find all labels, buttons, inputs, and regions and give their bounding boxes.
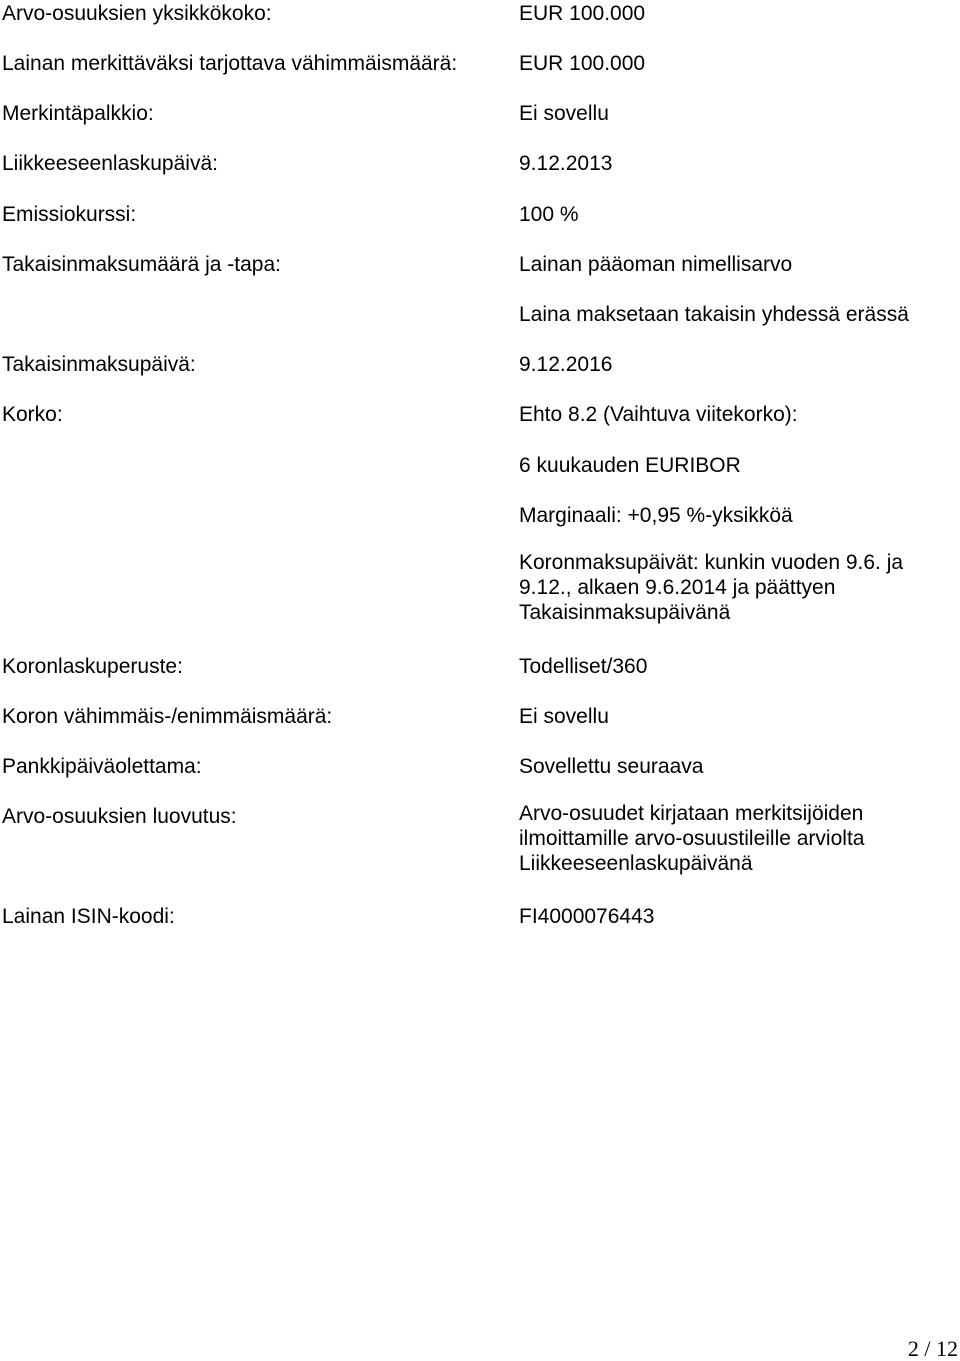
label-business-day-convention: Pankkipäiväolettama: bbox=[2, 755, 202, 778]
value-redemption-date: 9.12.2016 bbox=[519, 353, 613, 376]
label-redemption-amount: Takaisinmaksumäärä ja -tapa: bbox=[2, 253, 281, 276]
page-number: 2 / 12 bbox=[907, 1336, 958, 1361]
value-interest-margin: Marginaali: +0,95 %-yksikköä bbox=[519, 504, 793, 527]
value-interest-reference-rate: 6 kuukauden EURIBOR bbox=[519, 454, 741, 477]
label-issue-date: Liikkeeseenlaskupäivä: bbox=[2, 152, 218, 175]
value-redemption-amount: Lainan pääoman nimellisarvo bbox=[519, 253, 793, 276]
delivery-line: Arvo-osuudet kirjataan merkitsijöiden bbox=[519, 802, 864, 825]
label-interest-min-max: Koron vähimmäis-/enimmäismäärä: bbox=[2, 705, 333, 728]
label-day-count: Koronlaskuperuste: bbox=[2, 655, 183, 678]
label-minimum-subscription: Lainan merkittäväksi tarjottava vähimmäismäärä: bbox=[2, 52, 458, 75]
label-unit-size: Arvo-osuuksien yksikkökoko: bbox=[2, 2, 272, 25]
interest-payment-dates-line: Takaisinmaksupäivänä bbox=[519, 601, 731, 624]
value-day-count: Todelliset/360 bbox=[519, 655, 648, 678]
value-issue-price: 100 % bbox=[519, 203, 579, 226]
value-business-day-convention: Sovellettu seuraava bbox=[519, 755, 704, 778]
value-redemption-method: Laina maksetaan takaisin yhdessä erässä bbox=[519, 303, 909, 326]
value-interest-condition: Ehto 8.2 (Vaihtuva viitekorko): bbox=[519, 403, 798, 426]
value-delivery bbox=[519, 801, 864, 876]
label-subscription-fee: Merkintäpalkkio: bbox=[2, 102, 154, 125]
value-minimum-subscription: EUR 100.000 bbox=[519, 52, 646, 75]
interest-payment-dates-line: Koronmaksupäivät: kunkin vuoden 9.6. ja bbox=[519, 551, 904, 574]
label-issue-price: Emissiokurssi: bbox=[2, 203, 137, 226]
value-interest-min-max: Ei sovellu bbox=[519, 705, 609, 728]
label-isin: Lainan ISIN-koodi: bbox=[2, 905, 175, 928]
label-delivery: Arvo-osuuksien luovutus: bbox=[2, 805, 237, 828]
value-interest-payment-dates bbox=[519, 550, 903, 625]
delivery-line: Liikkeeseenlaskupäivänä bbox=[519, 852, 753, 875]
value-subscription-fee: Ei sovellu bbox=[519, 102, 609, 125]
label-interest: Korko: bbox=[2, 403, 63, 426]
value-issue-date: 9.12.2013 bbox=[519, 152, 613, 175]
delivery-line: ilmoittamille arvo-osuustileille arviolta bbox=[519, 827, 865, 850]
interest-payment-dates-line: 9.12., alkaen 9.6.2014 ja päättyen bbox=[519, 576, 836, 599]
value-isin: FI4000076443 bbox=[519, 905, 655, 928]
value-unit-size: EUR 100.000 bbox=[519, 2, 646, 25]
label-redemption-date: Takaisinmaksupäivä: bbox=[2, 353, 196, 376]
